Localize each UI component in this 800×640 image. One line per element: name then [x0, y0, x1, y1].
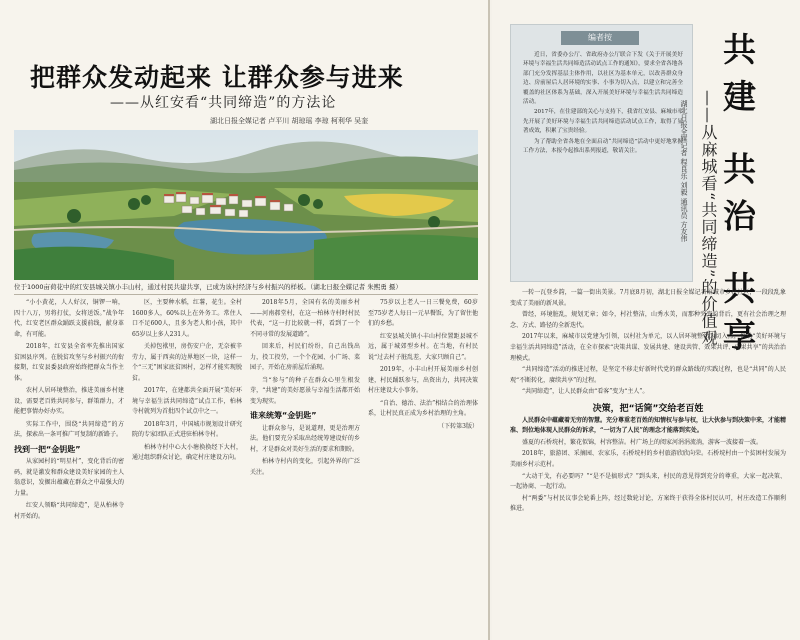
- paragraph: “共同缔造”，让人民群众由“看客”变为“主人”。: [522, 388, 649, 396]
- article-column-2: [132, 298, 242, 634]
- paragraph: 柏林寺村内的变化，引起外界的广泛关注。: [250, 458, 360, 476]
- paragraph: 区，主要种水稻，红薯，花生。全村1600多人，60%以上在外务工。常住人口不足600人，且多为老人和小孩，其中65岁以上多人231人。: [132, 299, 242, 338]
- paragraph: 曾经，环境脏乱，规划无章；如今，村社整洁，山秀水美，而那种突变的背后，更有社会治理之理念、方式、路径的全新迭代。: [510, 311, 786, 329]
- divider-line: [14, 294, 478, 295]
- editor-note-box: [510, 24, 693, 282]
- paragraph: 当“参与”的种子在群众心里生根发芽，“共建”的美好愿景与幸福生活都开始变为现实。: [250, 376, 360, 405]
- paragraph: 盛夏的石桥垸村，繁花似锦，村容整洁。村广场上的阅家河涓涓流淌，游客一波接着一波。: [522, 438, 763, 446]
- paragraph: 2017年以来，麻城市以党建为引领，以村社为单元，以人居环境整治为切入点，推动“美好环境与幸福生活共同缔造”活动，在全市探索“决策共谋、发展共建、建设共管、效果共评、成果共享”的共治治理模式。: [510, 333, 786, 362]
- aerial-village-photo: [14, 130, 478, 280]
- page-subheadline: ——从红安看“共同缔造”的方法论: [110, 95, 337, 111]
- editor-note-tag: 编者按: [561, 31, 639, 45]
- paragraph: “自治、德治、法治”相结合的治理体系，让村民真正成为乡村治理的主角。: [368, 399, 478, 417]
- page-headline: 把群众发动起来 让群众参与进来: [30, 63, 404, 92]
- section-heading-golden-key: 找到一把“金钥匙”: [14, 444, 81, 454]
- article-column-4: [368, 298, 478, 634]
- paragraph: 2018年，旅游团、采摘园、农家乐，石桥垸村的乡村旅游欣欣向荣。石桥垸村由一个贫困村发展为美丽乡村示范村。: [510, 450, 786, 468]
- paragraph: 关掉包袱里，房伤安户企，无奈被辛劳力，属于西卖的边界地区一块，这样一个“三无”困家底贫困村，怎样才能实现脱贫。: [132, 343, 242, 382]
- right-article-body: [510, 288, 786, 516]
- paragraph: 回来后，村民们纷纷，自己出钱出力，投工投劳，一个个花园、小广场、菜园子，开始在房前屋后涌现。: [250, 343, 360, 371]
- paragraph: 为了帮助全省各地在全面启动“共同缔造”活动中更好地掌握工作方法，本报今起推出系列报道，敬请关注。: [523, 138, 683, 155]
- article-column-1: [14, 298, 124, 634]
- editor-note-text: [523, 51, 683, 157]
- paragraph: “共同缔造”活动的推进过程，是坚定不移走好新时代党的群众路线的实践过程，也是“共同”的人民观“不断转化，赓续共享”的过程。: [510, 366, 786, 384]
- aerial-village-illustration: [14, 130, 478, 280]
- right-newspaper-page: [492, 0, 800, 640]
- paragraph: 村“两委”与村民议事会轮番上阵，经过数轮讨论，方案终于获得全体村民认可，村庄改造工作顺利推进。: [510, 494, 786, 513]
- article-column-3: [250, 298, 360, 634]
- section-lead: 人民群众中蕴藏着无穷的智慧。充分尊重老百姓的知情权与参与权，让大伙参与到决策中来，才能精准、到位地体现人民群众的诉求，“一切为了人民”的理念才能落到实处。: [510, 416, 787, 435]
- paragraph: 柏林寺村中心大小塘换换经下大村，通过组织群众讨论，确定村庄建设方向。: [132, 443, 242, 461]
- vertical-byline: 湖北日报全媒记者 程良乐 刘毅 通讯员 方友伟: [680, 100, 688, 242]
- section-heading-coordinate: 谁来统筹“金钥匙”: [250, 411, 317, 420]
- paragraph: 农村人居环境整治，推进美丽乡村建设，需要老百姓共同参与，群策群力，才能把事情办好办实。: [14, 387, 124, 415]
- paragraph: 从家园村的“明星村”，变化背后的密码，就是激发和群众建设美好家园的主人翁意识，发掘出蕴藏在群众之中最强大的力量。: [14, 458, 124, 497]
- paragraph: 2018年5月，全国有名的美丽乡村——河南郝堂村，在这一柏林寺村时村民代表，“这一打比较就一样，看到了一个不同寻常的发展道路”。: [250, 299, 360, 338]
- paragraph: 75岁以上老人一日三餐免费，60岁至75岁老人每日一元早餐饭，为了留住他们的乡愁。: [368, 299, 478, 327]
- paragraph: “小小黄花，人人好汉，铜锣一响，四十八万，男将打仗，女将送饭。”战争年代，红安老区群众踊跃支援前线，献身革命，有可能。: [14, 299, 124, 338]
- paragraph: 红安县城关镇小丰山村位置距县城不远，属于城郊型乡村。在当地，有村民说“过去村子脏乱差，大家只顾自己”。: [368, 332, 478, 361]
- paragraph: 2017年，在住建部的关心与支持下，我省红安县、麻城市率先开展了美好环境与幸福生活共同缔造活动试点工作，取得了显著成效，积累了宝贵经验。: [523, 109, 683, 135]
- paragraph: “大动干戈，有必要吗？”“是不是搞形式？”到头来，村民的意见得到充分的尊重，大家一起决策、一起协商、一起行动。: [510, 472, 786, 491]
- paragraph: 实际工作中，围绕“共同缔造”的方法，探索出一条可推广可复制的新路子。: [14, 420, 124, 438]
- paragraph: 近日，省委办公厅、省政府办公厅联合下发《关于开展美好环境与幸福生活共同缔造活动试点工作的通知》，要求全省各地各部门充分发挥基层主体作用，以社区为基本单元，以改善群众身边、房前屋后人居环境的实事、小事为切入点，以建立和完善全覆盖的社区体系为基础，深入开展美好环境与幸福生活共同缔造活动。: [523, 52, 683, 106]
- paragraph: 2019年，小丰山村开展美丽乡村创建，村民踊跃参与，出资出力，共同决策村庄建设大小事务。: [368, 366, 478, 394]
- paragraph: 一转一瓦登乡韵，一篇一街出美景。7月底8月初，湖北日报全媒记者麻城市乡村社区，一段段乱象变成了美丽的新风景。: [510, 289, 786, 307]
- section-heading-decision: 决策，把“话筒”交给老百姓: [592, 403, 704, 414]
- paragraph: 2018年，红安县全省率先推出国家贫困县序列。在脱贫攻坚与乡村振兴的衔接期，红安县委县政府始终把群众当作主体。: [14, 343, 124, 382]
- photo-caption: 位于1000亩荷花中的红安县城关镇小丰山村，通过村民共建共享，已成为该村经济与乡村振兴的样板。（湖北日报全媒记者 朱熙勇 摄）: [14, 283, 402, 291]
- vertical-headline: 共建 共治 共享: [718, 32, 757, 365]
- paragraph: 2018年3月，中国城市规划设计研究院的专家团队正式进驻柏林寺村。: [132, 420, 242, 438]
- paragraph: 让群众参与，是说道理，更是治理方法。他们要充分采取出经统筹建设好的乡村，才是群众对美好生活的要求和期盼。: [250, 424, 360, 453]
- vertical-subheadline: ——从麻城看“共同缔造”的价值观: [699, 90, 718, 347]
- paragraph: 红安人领略“共同缔造”，是从柏林寺村开始的。: [14, 502, 124, 520]
- article-columns: [14, 298, 478, 634]
- left-byline: 湖北日报全媒记者 卢平川 胡琼瑶 李琼 柯利华 吴奎: [210, 117, 369, 125]
- continued-note: （下转第3版）: [438, 422, 478, 430]
- paragraph: 2017年，在建都共全面开展“美好环境与幸福生活共同缔造”试点工作，柏林寺村就列为首批四个试点中之一。: [132, 387, 242, 415]
